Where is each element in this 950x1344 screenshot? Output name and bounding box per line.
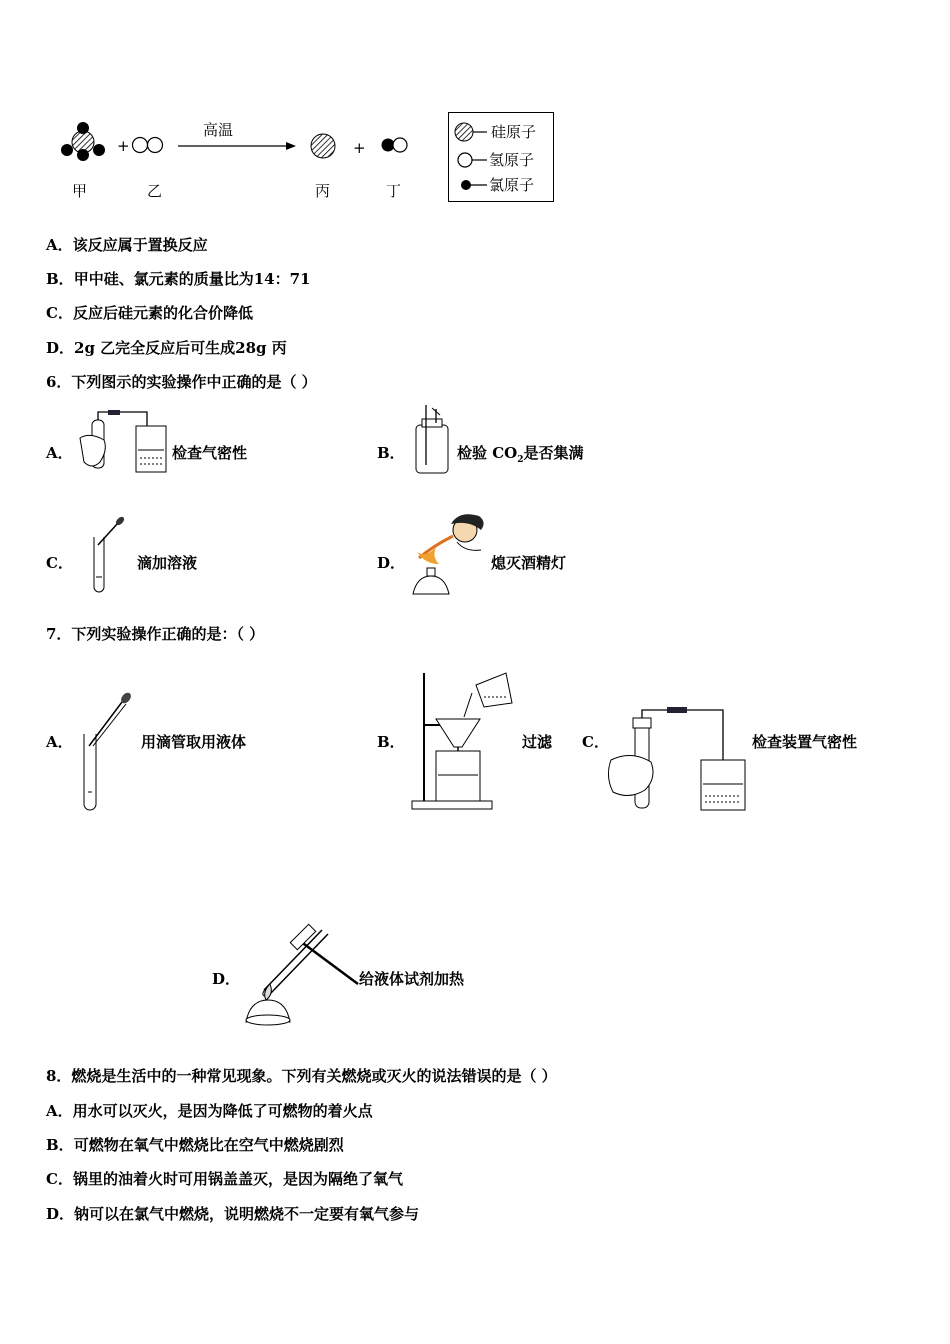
q8-stem: 8．燃烧是生活中的一种常见现象。下列有关燃烧或灭火的说法错误的是（ ） xyxy=(46,1067,557,1085)
q7-d-text: 给液体试剂加热 xyxy=(359,970,465,988)
legend-hydrogen: 氢原子 xyxy=(489,151,535,169)
atom-legend xyxy=(448,112,554,202)
hydrogen-atom-icon xyxy=(457,151,489,169)
q7-stem: 7．下列实验操作正确的是：（ ） xyxy=(46,625,265,643)
heating-liquid-image xyxy=(236,918,361,1028)
q6-stem: 6．下列图示的实验操作中正确的是（ ） xyxy=(46,373,317,391)
device-airtightness-image xyxy=(605,700,750,815)
q5-option-b: B．甲中硅、氯元素的质量比为14：71 xyxy=(46,270,311,288)
q6-d-letter: D． xyxy=(377,554,406,572)
q7-a-text: 用滴管取用液体 xyxy=(141,733,247,751)
chlorine-atom-icon xyxy=(459,177,489,193)
q7-c-text: 检查装置气密性 xyxy=(752,733,858,751)
silicon-atom-icon xyxy=(453,121,489,143)
q7-b-letter: B． xyxy=(377,733,405,751)
q6-b-text: 检验 $CO_2$是否集满 xyxy=(457,444,584,465)
blowing-alcohol-lamp-image xyxy=(405,512,490,600)
q7-a-letter: A． xyxy=(46,733,73,751)
q6-a-text: 检查气密性 xyxy=(172,444,248,462)
q5-option-a: A．该反应属于置换反应 xyxy=(46,236,208,254)
q7-c-letter: C． xyxy=(582,733,609,751)
q8-option-a: A．用水可以灭火，是因为降低了可燃物的着火点 xyxy=(46,1102,373,1120)
legend-chlorine: 氯原子 xyxy=(489,176,535,194)
label-bing: 丙 xyxy=(315,182,331,200)
reaction-arrow xyxy=(178,140,298,152)
dropper-take-liquid-image xyxy=(80,690,140,815)
legend-silicon: 硅原子 xyxy=(491,123,537,141)
q8-option-c: C．锅里的油着火时可用锅盖盖灭，是因为隔绝了氧气 xyxy=(46,1170,403,1188)
filtration-image xyxy=(410,663,520,813)
molecule-ding-icon xyxy=(379,135,413,155)
airtightness-check-image xyxy=(72,408,172,478)
q8-option-d: D．钠可以在氯气中燃烧，说明燃烧不一定要有氧气参与 xyxy=(46,1205,420,1223)
q6-c-text: 滴加溶液 xyxy=(137,554,198,572)
label-jia: 甲 xyxy=(72,182,88,200)
molecule-yi-icon xyxy=(131,135,171,155)
label-yi: 乙 xyxy=(147,182,163,200)
dropping-solution-image xyxy=(88,515,128,595)
q8-option-b: B．可燃物在氧气中燃烧比在空气中燃烧剧烈 xyxy=(46,1136,344,1154)
molecule-bing-icon xyxy=(308,131,338,161)
label-ding: 丁 xyxy=(386,182,402,200)
plus-sign-2: + xyxy=(353,139,366,157)
q7-d-letter: D． xyxy=(212,970,241,988)
reaction-condition: 高温 xyxy=(203,121,234,139)
q6-c-letter: C． xyxy=(46,554,73,572)
molecule-jia-icon xyxy=(58,120,108,165)
q7-b-text: 过滤 xyxy=(522,733,553,751)
q5-option-c: C．反应后硅元素的化合价降低 xyxy=(46,304,253,322)
q6-b-letter: B． xyxy=(377,444,405,462)
q6-d-text: 熄灭酒精灯 xyxy=(491,554,567,572)
q5-option-d: D．2g 乙完全反应后可生成28g 丙 xyxy=(46,339,287,357)
co2-check-image xyxy=(406,405,456,475)
q6-a-letter: A． xyxy=(46,444,73,462)
plus-sign: + xyxy=(117,137,130,155)
